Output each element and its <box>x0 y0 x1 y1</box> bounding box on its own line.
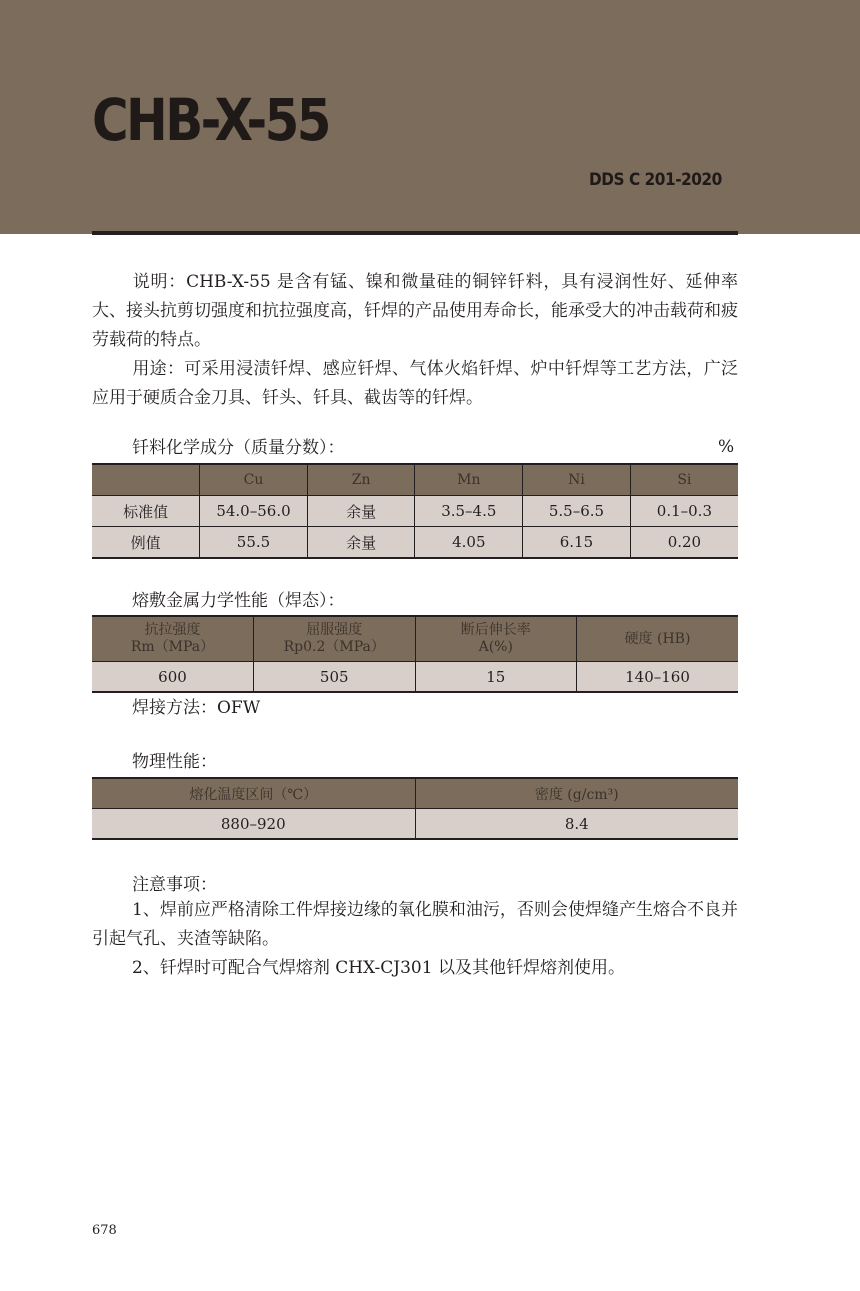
table-cell: 55.5 <box>200 527 308 559</box>
header-line: 屈服强度 <box>306 622 363 638</box>
table-cell: 例值 <box>92 527 200 559</box>
chemistry-unit: % <box>718 437 735 457</box>
header-cell <box>92 616 254 662</box>
header-cell <box>254 616 416 662</box>
header-line: 硬度 (HB) <box>624 630 691 647</box>
header-cell: Ni <box>523 464 631 496</box>
usage-label: 用途： <box>132 359 185 379</box>
header-cell: Mn <box>415 464 523 496</box>
description-label: 说明： <box>132 272 187 292</box>
table-cell: 15 <box>415 662 577 693</box>
header-line: Rm（MPa） <box>130 639 215 655</box>
standard-code: DDS C 201-2020 <box>589 170 722 190</box>
description-paragraph <box>92 268 738 355</box>
usage-text: 可采用浸渍钎焊、感应钎焊、气体火焰钎焊、炉中钎焊等工艺方法，广泛应用于硬质合金刀具、钎头、钎具、截齿等的钎焊。 <box>92 359 739 408</box>
note-item <box>92 954 738 983</box>
header-cell: Si <box>630 464 738 496</box>
table-cell: 505 <box>254 662 416 693</box>
table-cell: 3.5–4.5 <box>415 496 523 527</box>
header-line: Rp0.2（MPa） <box>283 639 385 655</box>
table-cell: 880–920 <box>92 809 415 840</box>
header-line: A(%) <box>478 639 513 655</box>
table-row <box>92 809 738 840</box>
notes-title: 注意事项： <box>132 875 217 895</box>
header-cell: 熔化温度区间（℃） <box>92 778 415 809</box>
welding-value: OFW <box>217 698 261 718</box>
note-text: 1、焊前应严格清除工件焊接边缘的氧化膜和油污，否则会使焊缝产生熔合不良并引起气孔、夹渣等缺陷。 <box>92 900 738 949</box>
page-number: 678 <box>92 1223 117 1238</box>
header-cell: 密度 (g/cm³) <box>415 778 738 809</box>
header-cell <box>92 464 200 496</box>
chemistry-table <box>92 463 738 559</box>
header-cell: Zn <box>307 464 415 496</box>
note-text: 2、钎焊时可配合气焊熔剂 CHX-CJ301 以及其他钎焊熔剂使用。 <box>132 958 625 978</box>
header-line: 断后伸长率 <box>460 622 531 638</box>
table-cell: 5.5–6.5 <box>523 496 631 527</box>
note-item <box>92 896 738 954</box>
table-cell: 600 <box>92 662 254 693</box>
table-cell: 140–160 <box>577 662 739 693</box>
table-row <box>92 496 738 527</box>
table-cell: 8.4 <box>415 809 738 840</box>
table-header-row <box>92 616 738 662</box>
table-cell: 54.0–56.0 <box>200 496 308 527</box>
table-cell: 4.05 <box>415 527 523 559</box>
mechanical-table <box>92 615 738 693</box>
table-cell: 标准值 <box>92 496 200 527</box>
table-cell: 余量 <box>307 527 415 559</box>
usage-paragraph <box>92 355 738 413</box>
header-cell: Cu <box>200 464 308 496</box>
table-cell: 0.1–0.3 <box>630 496 738 527</box>
welding-label: 焊接方法： <box>132 698 217 718</box>
product-title: CHB-X-55 <box>92 86 329 154</box>
table-row <box>92 662 738 693</box>
chemistry-title: 钎料化学成分（质量分数）： <box>132 438 345 458</box>
table-cell: 余量 <box>307 496 415 527</box>
table-cell: 6.15 <box>523 527 631 559</box>
physical-table <box>92 777 738 840</box>
mechanical-title: 熔敷金属力学性能（焊态）： <box>132 591 345 611</box>
table-row <box>92 527 738 559</box>
physical-title: 物理性能： <box>132 752 217 772</box>
header-cell <box>577 616 739 662</box>
header-band <box>0 0 860 234</box>
header-cell <box>415 616 577 662</box>
table-header-row <box>92 778 738 809</box>
table-cell: 0.20 <box>630 527 738 559</box>
welding-method <box>132 696 260 720</box>
header-line: 抗拉强度 <box>144 622 201 638</box>
header-rule <box>92 231 738 235</box>
description-text: CHB-X-55 是含有锰、镍和微量硅的铜锌钎料，具有浸润性好、延伸率大、接头抗剪切强度和抗拉强度高，钎焊的产品使用寿命长，能承受大的冲击载荷和疲劳载荷的特点。 <box>92 272 738 350</box>
table-header-row <box>92 464 738 496</box>
